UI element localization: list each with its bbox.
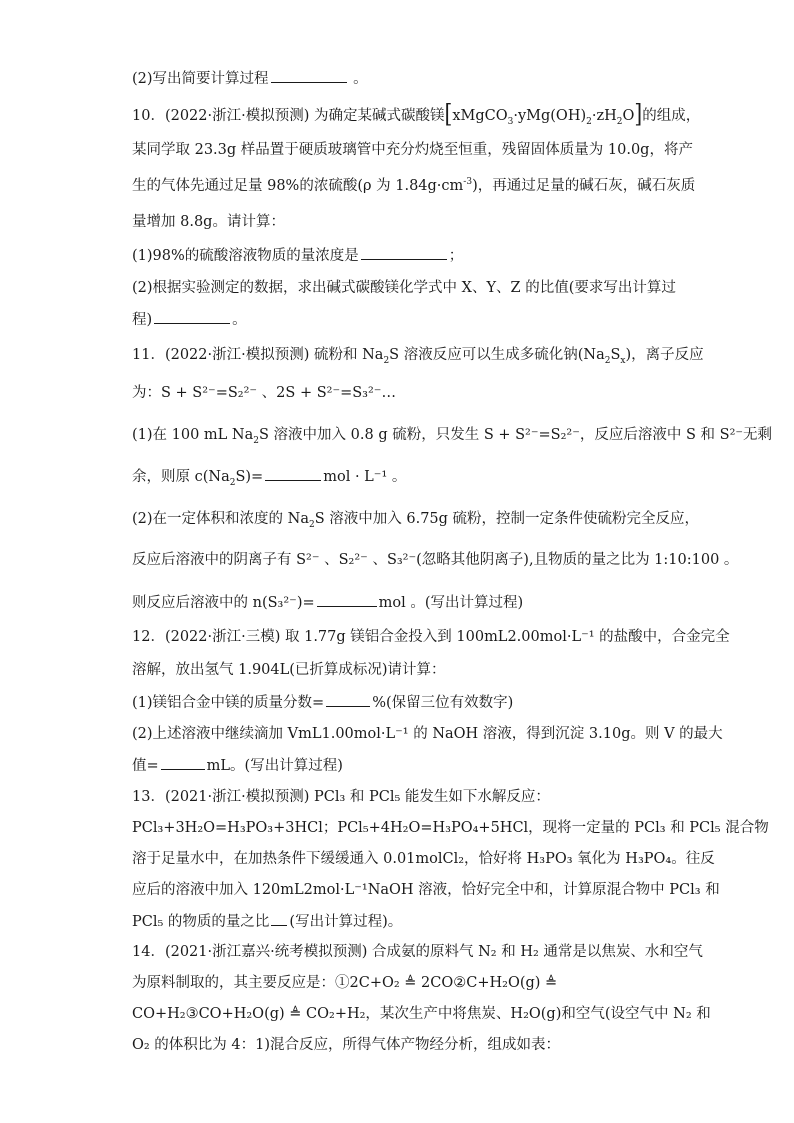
q11-part1: (1)在 100 mL $Na_2S$ 溶液中加入 0.8 g 硫粉，只发生 S + S²⁻=S₂²⁻，反应后溶液中 S 和 S²⁻无剩 [132, 427, 773, 446]
q11-part1-end: 余，则原 $c(Na_2S)=$ mol · L⁻¹ 。 [132, 466, 406, 487]
answer-blank[interactable] [361, 245, 447, 260]
q13-line2: PCl₃+3H₂O=H₃PO₃+3HCl；PCl₅+4H₂O=H₃PO₄+5HCl，现将一定量的 PCl₃ 和 PCl₅ 混合物 [132, 820, 769, 836]
q12-line2: 溶解，放出氢气 1.904L(已折算成标况)请计算： [132, 662, 446, 678]
q11-part2-end: 则反应后溶液中的 n(S₃²⁻)= mol 。(写出计算过程) [132, 592, 523, 613]
q9-part2: (2)写出简要计算过程 。 [132, 68, 368, 89]
q14-line4: O₂ 的体积比为 4：1)混合反应，所得气体产物经分析，组成如表： [132, 1037, 561, 1053]
q10-line2: 某同学取 23.3g 样品置于硬质玻璃管中充分灼烧至恒重，残留固体质量为 10.0g，将产 [132, 142, 693, 158]
q11-part2-line2: 反应后溶液中的阴离子有 S²⁻ 、S₂²⁻ 、S₃²⁻(忽略其他阴离子),且物质的量之比为 1:10:100 。 [132, 552, 739, 568]
answer-blank[interactable] [271, 911, 287, 926]
q10-line3: 生的气体先通过足量 98%的浓硫酸(ρ 为 $1.84g\cdot cm^{-3}$)，再通过足量的碱石灰，碱石灰质 [132, 177, 696, 194]
answer-blank[interactable] [154, 309, 230, 324]
answer-blank[interactable] [271, 68, 347, 83]
q10-line4: 量增加 8.8g。请计算： [132, 214, 285, 230]
q12-part2: (2)上述溶液中继续滴加 VmL1.00mol·L⁻¹ 的 NaOH 溶液，得到沉淀 3.10g。则 V 的最大 [132, 726, 723, 742]
q10-part2-end: 程) 。 [132, 309, 247, 330]
answer-blank[interactable] [161, 755, 205, 770]
q11-reactions: 为：S + S²⁻=S₂²⁻ 、2S + S²⁻=S₃²⁻… [132, 385, 396, 401]
q12-header: 12．(2022·浙江·三模) 取 1.77g 镁铝合金投入到 100mL2.00mol·L⁻¹ 的盐酸中，合金完全 [132, 629, 730, 645]
q10-part2: (2)根据实验测定的数据，求出碱式碳酸镁化学式中 X、Y、Z 的比值(要求写出计算过 [132, 280, 676, 296]
answer-blank[interactable] [317, 592, 377, 607]
q13-line3: 溶于足量水中，在加热条件下缓缓通入 0.01molCl₂，恰好将 H₃PO₃ 氧化为 H₃PO₄。往反 [132, 851, 715, 867]
q11-part2: (2)在一定体积和浓度的 $Na_2S$ 溶液中加入 6.75g 硫粉，控制一定条件使硫粉完全反应， [132, 511, 700, 530]
q10-header: 10．(2022·浙江·模拟预测) 为确定某碱式碳酸镁$[xMgCO_3\cdot yMg(OH)_2\cdot zH_2O]$的组成， [132, 98, 701, 128]
q14-line2: 为原料制取的，其主要反应是：①2C+O₂ ≜ 2CO②C+H₂O(g) ≜ [132, 975, 558, 991]
q12-part1: (1)镁铝合金中镁的质量分数= %(保留三位有效数字) [132, 692, 513, 713]
q14-line3: CO+H₂③CO+H₂O(g) ≜ CO₂+H₂，某次生产中将焦炭、H₂O(g)和空气(设空气中 N₂ 和 [132, 1006, 711, 1022]
q14-header: 14．(2021·浙江嘉兴·统考模拟预测) 合成氨的原料气 N₂ 和 H₂ 通常是以焦炭、水和空气 [132, 944, 703, 960]
q13-line4: 应后的溶液中加入 120mL2mol·L⁻¹NaOH 溶液，恰好完全中和，计算原混合物中 PCl₃ 和 [132, 882, 720, 898]
q11-header: 11．(2022·浙江·模拟预测) 硫粉和 $Na_2S$ 溶液反应可以生成多硫化钠$(Na_2S_x)$，离子反应 [132, 347, 704, 366]
q13-line5: PCl₅ 的物质的量之比 (写出计算过程)。 [132, 911, 402, 932]
answer-blank[interactable] [265, 466, 321, 481]
q10-part1: (1)98%的硫酸溶液物质的量浓度是 ； [132, 245, 463, 266]
answer-blank[interactable] [326, 692, 370, 707]
q12-part2-end: 值= mL。(写出计算过程) [132, 755, 343, 776]
q13-header: 13．(2021·浙江·模拟预测) PCl₃ 和 PCl₅ 能发生如下水解反应： [132, 789, 550, 805]
